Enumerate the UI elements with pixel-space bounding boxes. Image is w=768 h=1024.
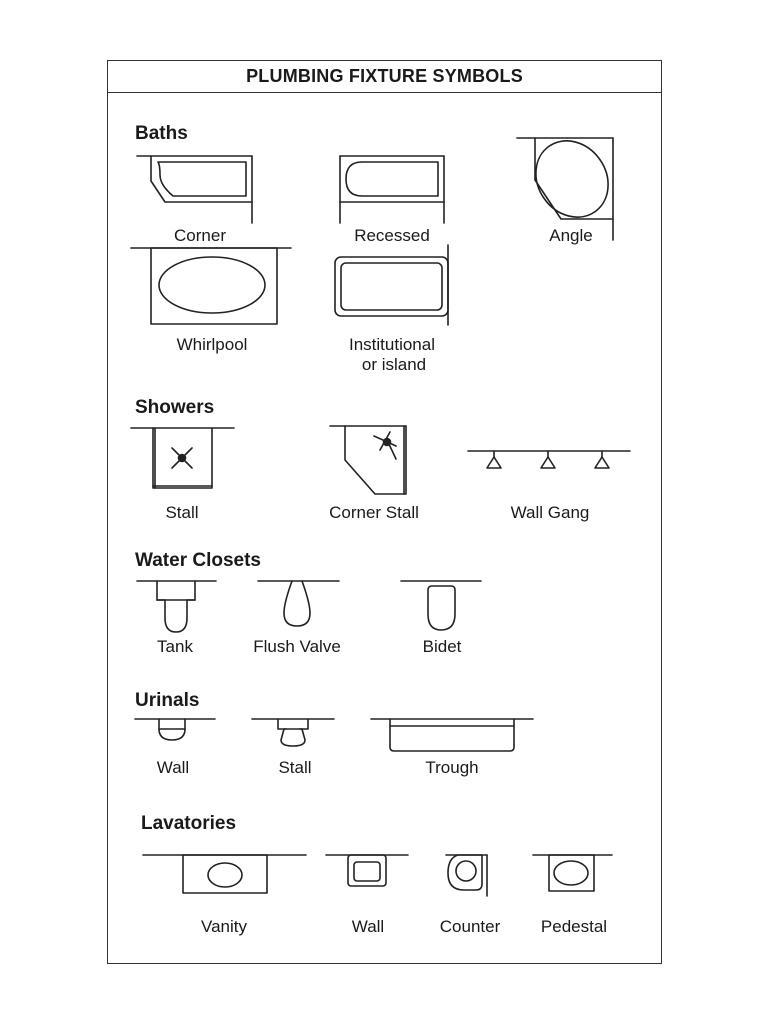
recessed-bath-symbol bbox=[340, 156, 444, 223]
label-tank-water-closet: Tank bbox=[157, 637, 193, 656]
label-whirlpool-bath: Whirlpool bbox=[176, 335, 248, 354]
label-vanity-lavatory: Vanity bbox=[201, 917, 247, 936]
label-trough-urinal: Trough bbox=[425, 758, 479, 777]
page-title: PLUMBING FIXTURE SYMBOLS bbox=[246, 66, 523, 86]
vanity-lavatory-symbol bbox=[143, 855, 306, 893]
label-institutional-line1: Institutional bbox=[349, 335, 435, 354]
label-stall-urinal: Stall bbox=[278, 758, 312, 777]
counter-lavatory-symbol bbox=[446, 855, 487, 896]
pedestal-lavatory-symbol bbox=[533, 855, 612, 891]
label-stall-shower: Stall bbox=[165, 503, 199, 522]
label-counter-lavatory: Counter bbox=[439, 917, 501, 936]
label-angle-bath: Angle bbox=[549, 226, 593, 245]
heading-showers: Showers bbox=[135, 397, 215, 418]
label-wall-lavatory: Wall bbox=[351, 917, 385, 936]
label-institutional-line2: or island bbox=[361, 355, 427, 374]
heading-baths: Baths bbox=[135, 123, 188, 144]
angle-bath-symbol bbox=[517, 127, 623, 240]
stall-shower-symbol bbox=[131, 428, 234, 488]
label-corner-bath: Corner bbox=[174, 226, 226, 245]
label-flush-valve-water-closet: Flush Valve bbox=[253, 637, 341, 656]
wall-gang-shower-symbol bbox=[468, 451, 630, 468]
corner-stall-shower-symbol bbox=[330, 426, 406, 494]
label-bidet: Bidet bbox=[422, 637, 462, 656]
wall-lavatory-symbol bbox=[326, 855, 408, 886]
bidet-symbol bbox=[401, 581, 481, 630]
label-corner-stall-shower: Corner Stall bbox=[329, 503, 419, 522]
label-pedestal-lavatory: Pedestal bbox=[540, 917, 608, 936]
heading-water-closets: Water Closets bbox=[135, 550, 261, 571]
flush-valve-water-closet-symbol bbox=[258, 581, 339, 626]
label-wall-gang-shower: Wall Gang bbox=[510, 503, 590, 522]
corner-bath-symbol bbox=[137, 156, 252, 223]
heading-lavatories: Lavatories bbox=[141, 813, 237, 834]
label-recessed-bath: Recessed bbox=[354, 226, 430, 245]
wall-urinal-symbol bbox=[135, 719, 215, 740]
stall-urinal-symbol bbox=[252, 719, 334, 746]
institutional-bath-symbol bbox=[335, 245, 448, 325]
heading-urinals: Urinals bbox=[135, 690, 200, 711]
whirlpool-bath-symbol bbox=[131, 248, 291, 324]
label-wall-urinal: Wall bbox=[156, 758, 190, 777]
trough-urinal-symbol bbox=[371, 719, 533, 751]
tank-water-closet-symbol bbox=[137, 581, 216, 632]
